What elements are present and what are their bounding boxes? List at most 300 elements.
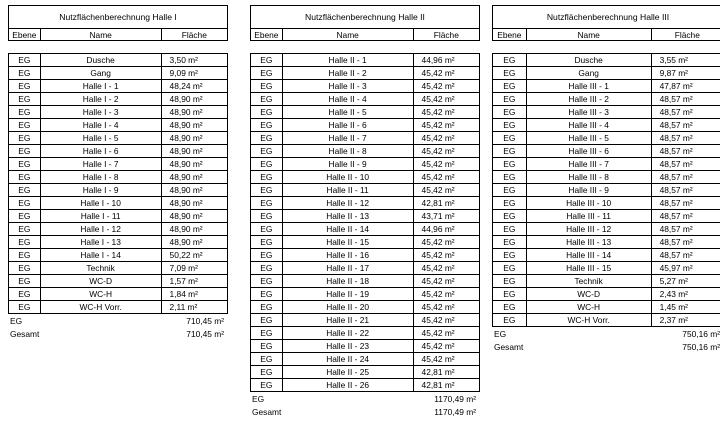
- cell-ebene: EG: [9, 145, 41, 157]
- table-halle-3: [492, 5, 720, 353]
- table-row: [492, 132, 720, 145]
- table-row: [250, 158, 480, 171]
- cell-ebene: EG: [9, 210, 41, 222]
- cell-flaeche: 48,57 m²: [659, 159, 693, 169]
- summary-row-eg: [250, 392, 480, 405]
- cell-ebene: EG: [251, 366, 283, 378]
- cell-flaeche: 48,57 m²: [659, 107, 693, 117]
- summary-value: 750,16 m²: [682, 341, 720, 352]
- table-row: [8, 275, 228, 288]
- cell-ebene: EG: [493, 197, 527, 209]
- cell-name: Halle II - 26: [283, 379, 414, 391]
- table-row: [250, 132, 480, 145]
- table-row: [250, 301, 480, 314]
- cell-name: Halle I - 13: [41, 236, 162, 248]
- cell-flaeche: 48,90 m²: [169, 185, 203, 195]
- cell-ebene: EG: [251, 379, 283, 391]
- cell-flaeche: 48,90 m²: [169, 224, 203, 234]
- cell-ebene: EG: [493, 145, 527, 157]
- cell-name: Halle II - 11: [283, 184, 414, 196]
- table-row: [8, 171, 228, 184]
- cell-flaeche: 45,42 m²: [421, 94, 455, 104]
- cell-ebene: EG: [251, 262, 283, 274]
- cell-name: Halle II - 16: [283, 249, 414, 261]
- cell-ebene: EG: [251, 119, 283, 131]
- table-row: [8, 249, 228, 262]
- table-halle-1: [8, 5, 228, 340]
- cell-ebene: EG: [251, 67, 283, 79]
- cell-name: Halle II - 19: [283, 288, 414, 300]
- summary-label: Gesamt: [10, 328, 40, 339]
- cell-name: Halle III - 12: [527, 223, 652, 235]
- table-title: Nutzflächenberechnung Halle I: [8, 5, 228, 29]
- cell-name: Halle III - 6: [527, 145, 652, 157]
- cell-ebene: EG: [251, 340, 283, 352]
- table-title: Nutzflächenberechnung Halle II: [250, 5, 480, 29]
- cell-name: Halle II - 4: [283, 93, 414, 105]
- table-row: [8, 132, 228, 145]
- cell-ebene: EG: [9, 80, 41, 92]
- table-row: [250, 262, 480, 275]
- cell-name: Halle III - 4: [527, 119, 652, 131]
- cell-name: Halle I - 12: [41, 223, 162, 235]
- cell-ebene: EG: [493, 132, 527, 144]
- cell-flaeche: 48,90 m²: [169, 172, 203, 182]
- cell-name: Halle II - 25: [283, 366, 414, 378]
- cell-name: Halle III - 15: [527, 262, 652, 274]
- cell-flaeche: 45,42 m²: [421, 302, 455, 312]
- cell-name: Halle II - 1: [283, 54, 414, 66]
- table-row: [8, 54, 228, 67]
- cell-name: Halle I - 11: [41, 210, 162, 222]
- cell-ebene: EG: [493, 314, 527, 326]
- cell-ebene: EG: [251, 210, 283, 222]
- cell-flaeche: 45,42 m²: [421, 354, 455, 364]
- cell-ebene: EG: [251, 171, 283, 183]
- cell-name: Halle I - 9: [41, 184, 162, 196]
- table-row: [250, 327, 480, 340]
- cell-flaeche: 42,81 m²: [421, 380, 455, 390]
- cell-name: Halle III - 1: [527, 80, 652, 92]
- table-row: [250, 106, 480, 119]
- table-row: [250, 119, 480, 132]
- cell-name: WC-D: [527, 288, 652, 300]
- cell-ebene: EG: [9, 158, 41, 170]
- cell-name: Halle II - 17: [283, 262, 414, 274]
- summary-row-gesamt: [492, 340, 720, 353]
- cell-name: Halle II - 23: [283, 340, 414, 352]
- summary-value: 750,16 m²: [682, 328, 720, 339]
- table-row: [250, 145, 480, 158]
- table-row: [250, 223, 480, 236]
- table-row: [492, 275, 720, 288]
- cell-flaeche: 45,42 m²: [421, 68, 455, 78]
- cell-name: Halle II - 2: [283, 67, 414, 79]
- cell-flaeche: 48,90 m²: [169, 237, 203, 247]
- cell-ebene: EG: [9, 301, 41, 313]
- header-name: Name: [527, 29, 652, 40]
- cell-flaeche: 9,09 m²: [169, 68, 198, 78]
- summary-label: EG: [494, 328, 507, 339]
- spacer: [492, 41, 720, 53]
- cell-ebene: EG: [493, 184, 527, 196]
- cell-flaeche: 45,42 m²: [421, 341, 455, 351]
- cell-name: Halle II - 22: [283, 327, 414, 339]
- cell-ebene: EG: [9, 119, 41, 131]
- table-row: [492, 119, 720, 132]
- cell-name: Gang: [527, 67, 652, 79]
- summary-row-eg: [492, 327, 720, 340]
- cell-ebene: EG: [9, 275, 41, 287]
- cell-flaeche: 48,57 m²: [659, 94, 693, 104]
- cell-name: Halle II - 5: [283, 106, 414, 118]
- cell-ebene: EG: [493, 119, 527, 131]
- cell-ebene: EG: [493, 210, 527, 222]
- cell-flaeche: 2,37 m²: [659, 315, 688, 325]
- table-row: [250, 171, 480, 184]
- spacer: [250, 41, 480, 53]
- cell-flaeche: 45,42 m²: [421, 107, 455, 117]
- summary-label: EG: [10, 315, 23, 326]
- cell-name: Halle III - 8: [527, 171, 652, 183]
- cell-ebene: EG: [493, 106, 527, 118]
- header-ebene: Ebene: [493, 29, 527, 40]
- cell-ebene: EG: [251, 145, 283, 157]
- cell-flaeche: 48,57 m²: [659, 133, 693, 143]
- cell-name: Halle I - 2: [41, 93, 162, 105]
- cell-ebene: EG: [493, 54, 527, 66]
- table-row: [492, 223, 720, 236]
- cell-name: Halle III - 11: [527, 210, 652, 222]
- table-row: [250, 93, 480, 106]
- table-row: [492, 249, 720, 262]
- cell-name: Halle III - 7: [527, 158, 652, 170]
- cell-ebene: EG: [493, 93, 527, 105]
- header-name: Name: [41, 29, 162, 40]
- cell-name: WC-H: [41, 288, 162, 300]
- cell-flaeche: 45,42 m²: [421, 133, 455, 143]
- cell-flaeche: 48,24 m²: [169, 81, 203, 91]
- cell-ebene: EG: [493, 80, 527, 92]
- table-row: [250, 67, 480, 80]
- table-row: [8, 184, 228, 197]
- cell-flaeche: 48,90 m²: [169, 94, 203, 104]
- table-body: [8, 53, 228, 314]
- cell-flaeche: 45,42 m²: [421, 159, 455, 169]
- cell-flaeche: 48,57 m²: [659, 120, 693, 130]
- cell-name: Technik: [527, 275, 652, 287]
- table-row: [250, 275, 480, 288]
- summary-label: EG: [252, 393, 265, 404]
- table-row: [250, 340, 480, 353]
- cell-name: Halle III - 2: [527, 93, 652, 105]
- cell-flaeche: 42,81 m²: [421, 198, 455, 208]
- cell-flaeche: 48,57 m²: [659, 172, 693, 182]
- cell-ebene: EG: [493, 249, 527, 261]
- table-row: [492, 314, 720, 327]
- header-flaeche: Fläche: [433, 29, 459, 40]
- cell-name: Halle II - 13: [283, 210, 414, 222]
- cell-name: Halle III - 5: [527, 132, 652, 144]
- cell-name: Halle III - 9: [527, 184, 652, 196]
- cell-ebene: EG: [251, 223, 283, 235]
- cell-flaeche: 9,87 m²: [659, 68, 688, 78]
- table-row: [492, 93, 720, 106]
- cell-flaeche: 45,42 m²: [421, 120, 455, 130]
- cell-ebene: EG: [493, 223, 527, 235]
- cell-name: Halle I - 5: [41, 132, 162, 144]
- table-title: Nutzflächenberechnung Halle III: [492, 5, 720, 29]
- cell-flaeche: 48,90 m²: [169, 133, 203, 143]
- table-row: [8, 288, 228, 301]
- cell-flaeche: 1,45 m²: [659, 302, 688, 312]
- table-row: [492, 158, 720, 171]
- cell-name: Halle I - 3: [41, 106, 162, 118]
- cell-name: Dusche: [527, 54, 652, 66]
- cell-ebene: EG: [9, 171, 41, 183]
- cell-flaeche: 1,57 m²: [169, 276, 198, 286]
- cell-name: Halle II - 7: [283, 132, 414, 144]
- table-row: [492, 184, 720, 197]
- header-ebene: Ebene: [251, 29, 283, 40]
- table-halle-2: [250, 5, 480, 418]
- table-row: [250, 80, 480, 93]
- cell-ebene: EG: [9, 236, 41, 248]
- cell-ebene: EG: [251, 132, 283, 144]
- cell-flaeche: 48,57 m²: [659, 250, 693, 260]
- spacer: [8, 41, 228, 53]
- cell-ebene: EG: [9, 67, 41, 79]
- cell-name: WC-H: [527, 301, 652, 313]
- cell-ebene: EG: [9, 93, 41, 105]
- table-row: [8, 301, 228, 314]
- summary-row-gesamt: [8, 327, 228, 340]
- table-row: [492, 197, 720, 210]
- cell-name: Halle II - 14: [283, 223, 414, 235]
- table-row: [250, 197, 480, 210]
- cell-name: Halle III - 14: [527, 249, 652, 261]
- cell-name: Halle II - 21: [283, 314, 414, 326]
- cell-ebene: EG: [9, 106, 41, 118]
- table-row: [250, 54, 480, 67]
- cell-ebene: EG: [493, 67, 527, 79]
- table-row: [492, 301, 720, 314]
- cell-name: Halle II - 6: [283, 119, 414, 131]
- cell-ebene: EG: [493, 288, 527, 300]
- summary-label: Gesamt: [494, 341, 524, 352]
- cell-flaeche: 48,57 m²: [659, 198, 693, 208]
- cell-flaeche: 48,90 m²: [169, 198, 203, 208]
- cell-name: Halle III - 3: [527, 106, 652, 118]
- cell-ebene: EG: [251, 54, 283, 66]
- table-row: [250, 288, 480, 301]
- table-row: [8, 119, 228, 132]
- cell-name: Halle II - 12: [283, 197, 414, 209]
- cell-flaeche: 45,42 m²: [421, 81, 455, 91]
- cell-flaeche: 48,90 m²: [169, 120, 203, 130]
- table-row: [8, 210, 228, 223]
- table-body: [250, 53, 480, 392]
- cell-name: Halle I - 7: [41, 158, 162, 170]
- cell-flaeche: 3,55 m²: [659, 55, 688, 65]
- cell-name: Halle I - 8: [41, 171, 162, 183]
- summary-row-gesamt: [250, 405, 480, 418]
- cell-ebene: EG: [9, 184, 41, 196]
- header-row: [492, 29, 720, 41]
- table-row: [8, 106, 228, 119]
- cell-ebene: EG: [493, 301, 527, 313]
- cell-ebene: EG: [251, 106, 283, 118]
- cell-flaeche: 48,57 m²: [659, 211, 693, 221]
- table-row: [492, 106, 720, 119]
- cell-ebene: EG: [493, 158, 527, 170]
- cell-ebene: EG: [251, 327, 283, 339]
- table-row: [250, 249, 480, 262]
- header-flaeche: Fläche: [674, 29, 700, 40]
- cell-flaeche: 2,43 m²: [659, 289, 688, 299]
- cell-flaeche: 47,87 m²: [659, 81, 693, 91]
- cell-flaeche: 45,42 m²: [421, 328, 455, 338]
- cell-flaeche: 1,84 m²: [169, 289, 198, 299]
- cell-flaeche: 44,96 m²: [421, 55, 455, 65]
- cell-ebene: EG: [251, 314, 283, 326]
- summary-value: 710,45 m²: [186, 315, 224, 326]
- cell-ebene: EG: [9, 54, 41, 66]
- cell-name: Halle I - 6: [41, 145, 162, 157]
- cell-name: Halle II - 8: [283, 145, 414, 157]
- table-row: [8, 145, 228, 158]
- cell-name: Halle II - 3: [283, 80, 414, 92]
- cell-flaeche: 48,90 m²: [169, 159, 203, 169]
- cell-flaeche: 5,27 m²: [659, 276, 688, 286]
- cell-flaeche: 48,90 m²: [169, 146, 203, 156]
- cell-name: Halle II - 20: [283, 301, 414, 313]
- cell-ebene: EG: [9, 197, 41, 209]
- cell-ebene: EG: [251, 158, 283, 170]
- cell-ebene: EG: [251, 249, 283, 261]
- table-row: [250, 184, 480, 197]
- cell-name: Halle I - 10: [41, 197, 162, 209]
- table-row: [492, 171, 720, 184]
- cell-flaeche: 45,42 m²: [421, 172, 455, 182]
- header-row: [250, 29, 480, 41]
- cell-flaeche: 45,42 m²: [421, 289, 455, 299]
- table-row: [492, 236, 720, 249]
- table-row: [8, 93, 228, 106]
- cell-flaeche: 48,90 m²: [169, 211, 203, 221]
- cell-name: Halle I - 14: [41, 249, 162, 261]
- cell-flaeche: 48,57 m²: [659, 185, 693, 195]
- cell-ebene: EG: [493, 275, 527, 287]
- cell-flaeche: 45,42 m²: [421, 263, 455, 273]
- cell-name: Halle II - 18: [283, 275, 414, 287]
- table-row: [492, 80, 720, 93]
- cell-name: Dusche: [41, 54, 162, 66]
- cell-flaeche: 42,81 m²: [421, 367, 455, 377]
- cell-ebene: EG: [251, 236, 283, 248]
- table-row: [250, 353, 480, 366]
- cell-flaeche: 45,42 m²: [421, 237, 455, 247]
- table-row: [8, 197, 228, 210]
- cell-name: WC-D: [41, 275, 162, 287]
- cell-ebene: EG: [251, 275, 283, 287]
- table-row: [8, 158, 228, 171]
- cell-name: Halle I - 4: [41, 119, 162, 131]
- cell-flaeche: 44,96 m²: [421, 224, 455, 234]
- cell-ebene: EG: [493, 262, 527, 274]
- summary-value: 710,45 m²: [186, 328, 224, 339]
- cell-flaeche: 7,09 m²: [169, 263, 198, 273]
- header-ebene: Ebene: [9, 29, 41, 40]
- summary-value: 1170,49 m²: [434, 406, 476, 417]
- cell-flaeche: 45,97 m²: [659, 263, 693, 273]
- table-row: [8, 67, 228, 80]
- cell-flaeche: 45,42 m²: [421, 276, 455, 286]
- header-flaeche: Fläche: [181, 29, 207, 40]
- cell-ebene: EG: [9, 249, 41, 261]
- cell-ebene: EG: [493, 236, 527, 248]
- table-row: [492, 67, 720, 80]
- cell-flaeche: 48,57 m²: [659, 237, 693, 247]
- summary-value: 1170,49 m²: [434, 393, 476, 404]
- cell-flaeche: 2,11 m²: [169, 302, 198, 312]
- table-row: [492, 145, 720, 158]
- table-row: [8, 223, 228, 236]
- cell-name: WC-H Vorr.: [527, 314, 652, 326]
- table-row: [8, 80, 228, 93]
- cell-ebene: EG: [9, 132, 41, 144]
- cell-ebene: EG: [493, 171, 527, 183]
- cell-ebene: EG: [251, 197, 283, 209]
- cell-flaeche: 3,50 m²: [169, 55, 198, 65]
- cell-ebene: EG: [251, 301, 283, 313]
- header-name: Name: [283, 29, 414, 40]
- table-row: [250, 379, 480, 392]
- cell-flaeche: 45,42 m²: [421, 146, 455, 156]
- cell-ebene: EG: [9, 262, 41, 274]
- cell-name: Halle II - 10: [283, 171, 414, 183]
- cell-name: Halle I - 1: [41, 80, 162, 92]
- cell-ebene: EG: [251, 353, 283, 365]
- summary-label: Gesamt: [252, 406, 282, 417]
- table-row: [250, 366, 480, 379]
- cell-ebene: EG: [251, 184, 283, 196]
- cell-flaeche: 48,90 m²: [169, 107, 203, 117]
- cell-ebene: EG: [9, 223, 41, 235]
- cell-ebene: EG: [251, 80, 283, 92]
- cell-name: Halle III - 13: [527, 236, 652, 248]
- cell-flaeche: 45,42 m²: [421, 185, 455, 195]
- cell-flaeche: 45,42 m²: [421, 250, 455, 260]
- table-row: [8, 262, 228, 275]
- table-row: [250, 314, 480, 327]
- cell-name: Gang: [41, 67, 162, 79]
- table-row: [492, 262, 720, 275]
- cell-name: Technik: [41, 262, 162, 274]
- cell-ebene: EG: [251, 288, 283, 300]
- cell-flaeche: 48,57 m²: [659, 146, 693, 156]
- cell-name: Halle II - 9: [283, 158, 414, 170]
- table-row: [492, 54, 720, 67]
- cell-name: Halle III - 10: [527, 197, 652, 209]
- table-body: [492, 53, 720, 327]
- cell-flaeche: 43,71 m²: [421, 211, 455, 221]
- table-row: [492, 210, 720, 223]
- table-row: [492, 288, 720, 301]
- cell-name: Halle II - 15: [283, 236, 414, 248]
- table-row: [250, 236, 480, 249]
- cell-flaeche: 48,57 m²: [659, 224, 693, 234]
